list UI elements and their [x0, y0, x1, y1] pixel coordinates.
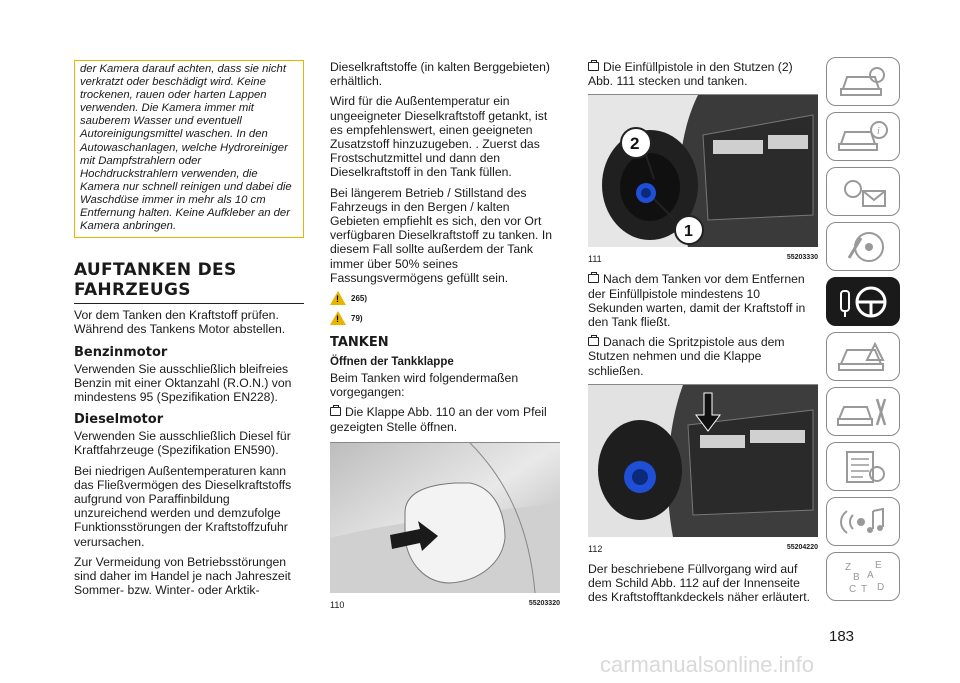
warning-ref-2[interactable]: ! 79): [330, 311, 560, 325]
callout-2: 2: [630, 134, 640, 154]
figure-caption: 112 55204220: [588, 543, 818, 554]
svg-text:i: i: [877, 125, 880, 137]
index-letter: B: [853, 571, 860, 583]
warning-ref-1[interactable]: ! 265): [330, 291, 560, 305]
chapter-sidebar: [826, 57, 904, 607]
watermark: carmanualsonline.info: [600, 652, 815, 677]
step-2: Die Einfüllpistole in den Stutzen (2) Abb. 111 stecken und tanken.: [588, 60, 793, 89]
fuel-flap-closed-image: [330, 443, 560, 593]
warning-triangle-icon: !: [330, 291, 346, 305]
index-letter: C: [849, 583, 857, 595]
tab-index[interactable]: [826, 552, 900, 601]
warning-lights-icon: [835, 173, 891, 211]
warning-triangle-icon: !: [330, 311, 346, 325]
index-letter: E: [875, 559, 882, 571]
col2-p2: Wird für die Außentemperatur ein ungeeigneter Dieselkraftstoff getankt, ist es empfehlenswert, einen geeigneten Zusatzstoff hinzuzugeben. . Zuerst das Frostschutzmittel und dann den Dieselkraftstoff in den Tank füllen.: [330, 94, 548, 180]
index-icon: [835, 558, 891, 596]
col2-p3: Bei längerem Betrieb / Stillstand des Fahrzeugs in den Bergen / kalten Gebieten empfiehlt es sich, den vor Ort verfügbaren Dieselkraftstoff zu tanken. In diesem Fall sollte außerdem der Tank immer über 50% seines Fassungsvermögens gefüllt sein.: [330, 185, 552, 285]
closing-text: Der beschriebene Füllvorgang wird auf dem Schild Abb. 112 auf der Innenseite des Kraftstofftankdeckels näher erläutert.: [588, 561, 810, 605]
car-accident-icon: [835, 338, 891, 376]
column-2: [330, 60, 560, 610]
step-4: Danach die Spritzpistole aus dem Stutzen nehmen und die Klappe schließen.: [588, 335, 785, 378]
figure-caption: 110 55203320: [330, 599, 560, 610]
intro-text: Vor dem Tanken den Kraftstoff prüfen. Während des Tankens Motor abstellen.: [74, 308, 286, 337]
multimedia-icon: [835, 503, 891, 541]
tab-car-dashboard[interactable]: [826, 57, 900, 106]
tab-warning-lights[interactable]: [826, 167, 900, 216]
step-3: Nach dem Tanken vor dem Entfernen der Einfüllpistole mindestens 10 Sekunden warten, damit der Kraftstoff in den Tank fließt.: [588, 272, 806, 330]
figure-112: [588, 384, 818, 554]
index-letter: Z: [845, 561, 852, 573]
page-number: 183: [829, 628, 855, 645]
figure-110: [330, 442, 560, 610]
tab-emergency[interactable]: [826, 332, 900, 381]
subheading-open-flap: Öffnen der Tankklappe: [330, 356, 454, 369]
tab-maintenance[interactable]: [826, 387, 900, 436]
benzin-heading: Benzinmotor: [74, 344, 168, 360]
benzin-text: Verwenden Sie ausschließlich bleifreies Benzin mit einer Oktanzahl (R.O.N.) von mindestens 95 (Spezifikation EN228).: [74, 361, 292, 405]
step-1: Die Klappe Abb. 110 an der vom Pfeil gezeigten Stelle öffnen.: [330, 405, 547, 434]
index-letter: D: [877, 581, 885, 593]
car-dashboard-icon: [835, 63, 891, 101]
step-icon: [588, 62, 599, 71]
index-letter: A: [867, 569, 874, 581]
column-1: [74, 60, 304, 603]
tab-starting-driving[interactable]: [826, 277, 900, 326]
safety-icon: [835, 228, 891, 266]
section-heading: AUFTANKEN DES FAHRZEUGS: [74, 260, 304, 304]
figure-caption: 111 55203330: [588, 254, 818, 265]
diesel-text-3: Zur Vermeidung von Betriebsstörungen sind daher im Handel je nach Jahreszeit Sommer- bzw. Winter- oder Arktik-: [74, 554, 291, 598]
figure-111: [588, 94, 818, 264]
fuel-filler-label-image: [588, 385, 818, 537]
fuel-filler-open-image: [588, 95, 818, 247]
steering-key-icon: [835, 283, 891, 321]
diesel-heading: Dieselmotor: [74, 412, 164, 428]
car-tools-icon: [835, 393, 891, 431]
column-3: [588, 60, 818, 610]
specifications-icon: [835, 448, 891, 486]
diesel-text-1: Verwenden Sie ausschließlich Diesel für Kraftfahrzeuge (Spezifikation EN590).: [74, 429, 291, 458]
step-icon: [588, 274, 599, 283]
tab-safety[interactable]: [826, 222, 900, 271]
col2-p1: Dieselkraftstoffe (in kalten Berggebieten) erhältlich.: [330, 60, 550, 89]
col2-p4: Beim Tanken wird folgendermaßen vorgegangen:: [330, 371, 519, 400]
index-letter: T: [861, 583, 868, 595]
step-icon: [330, 407, 341, 416]
car-info-icon: [835, 118, 891, 156]
tab-multimedia[interactable]: [826, 497, 900, 546]
note-box: [74, 60, 304, 238]
tab-technical-data[interactable]: [826, 442, 900, 491]
tab-car-info[interactable]: [826, 112, 900, 161]
note-text: der Kamera darauf achten, dass sie nicht verkratzt oder beschädigt wird. Keine trockenen, rauen oder harten Lappen verwenden. Die Kamera immer mit sauberem Wasser und eventuell Autoreinigungsmittel waschen. In den Autowaschanlagen, welche Hydroreiniger mit Dampfstrahlern oder Hochdruckstrahlern verwenden, die Kamera nur schnell reinigen und dabei die Waschdüse immer in mehr als 10 cm Entfernung halten. Keine Aufkleber an der Kamera anbringen.: [80, 63, 292, 233]
diesel-text-2: Bei niedrigen Außentemperaturen kann das Fließvermögen des Dieselkraftstoffs aufgrund von Paraffinbildung unzureichend werden und demzufolge Funktionsstörungen der Kraftstoffzufuhr verursachen.: [74, 463, 292, 549]
step-icon: [588, 337, 599, 346]
tanken-heading: TANKEN: [330, 335, 389, 351]
callout-1: 1: [684, 223, 693, 241]
